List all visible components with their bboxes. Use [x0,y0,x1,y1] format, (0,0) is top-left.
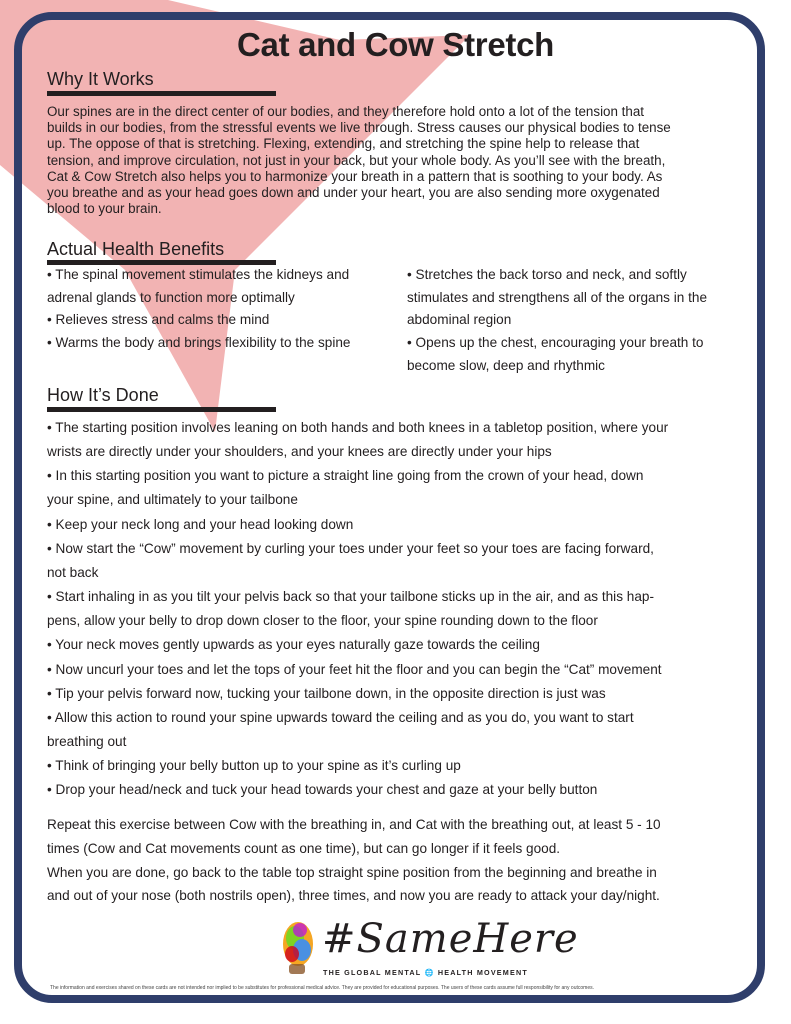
page-title: Cat and Cow Stretch [236,26,554,63]
list-item: pens, allow your belly to drop down closer to the floor, your spine rounding down to the floor [47,613,598,629]
heading-underline [47,407,276,412]
samehere-logo [278,914,579,980]
benefits-right-list [407,264,762,378]
section-heading-benefits: Actual Health Benefits [47,239,225,259]
list-item: • The spinal movement stimulates the kidneys and [47,267,350,282]
list-item: • Warms the body and brings flexibility to the spine [47,335,351,351]
list-item: • In this starting position you want to picture a straight line going from the crown of your head, down [47,468,644,484]
globe-icon: 🌐 [424,968,435,977]
list-item: • Drop your head/neck and tuck your head towards your chest and gaze at your belly button [47,782,598,798]
list-item: • Relieves stress and calms the mind [47,312,270,328]
list-item: your spine, and ultimately to your tailbone [47,492,298,508]
list-item: wrists are directly under your shoulders, and your knees are directly under your hips [47,444,552,460]
why-paragraph: Our spines are in the direct center of our bodies, and they therefore hold onto a lot of the tension that builds in our bodies, from the stressful events we live through. Stress causes our physical bodies to tense up. The oppose of that is stretching. Flexing, extending, and stretching the spine help to release that tension, and improve circulation, not just in your back, but your whole body. As you’ll see with the breath, Cat & Cow Stretch also helps you to harmonize your breath in a pattern that is soothing to your body. As you breathe and as your head goes down and under your heart, you are also sending more oxygenated blood to your brain. [47,104,671,217]
list-item: abdominal region [407,312,512,328]
disclaimer-footer: The information and exercises shared on these cards are not intended nor implied to be substitutes for professional medical advice. They are provided for educational purposes. The users of these cards assume full responsibility for any outcomes. [50,985,594,991]
heading-underline [47,91,276,96]
list-item: not back [47,564,99,580]
list-item: • Now start the “Cow” movement by curling your toes under your feet so your toes are facing forward, [47,540,654,556]
benefits-left-list [47,264,402,355]
list-item: • Think of bringing your belly button up to your spine as it’s curling up [47,758,461,774]
logo-wordmark: #SameHere [322,916,579,962]
list-item: • Tip your pelvis forward now, tucking your tailbone down, in the opposite direction is just was [47,685,606,701]
how-steps-list [47,416,762,803]
list-item: become slow, deep and rhythmic [407,357,605,373]
list-item: • Stretches the back torso and neck, and softly [407,267,687,282]
list-item: • Allow this action to round your spine upwards toward the ceiling and as you do, you want to start [47,709,634,725]
logo-tagline: THE GLOBAL MENTAL 🌐 HEALTH MOVEMENT [323,968,528,977]
list-item: stimulates and strengthens all of the organs in the [407,289,707,305]
closing-paragraph: Repeat this exercise between Cow with the breathing in, and Cat with the breathing out, at least 5 - 10 times (Cow and Cat movements count as one time), but can go longer if it feels good. When you are done, go back to the table top straight spine position from the beginning and breathe in and out of your nose (both nostrils open), three times, and now you are ready to attack your day/night. [47,817,661,904]
section-heading-why: Why It Works [47,69,154,89]
list-item: • Your neck moves gently upwards as your eyes naturally gaze towards the ceiling [47,637,540,653]
list-item: • The starting position involves leaning on both hands and both knees in a tabletop position, where your [47,420,669,435]
list-item: adrenal glands to function more optimally [47,289,295,305]
list-item: • Start inhaling in as you tilt your pelvis back so that your tailbone sticks up in the air, and as this hap- [47,589,654,605]
section-heading-how: How It’s Done [47,385,159,405]
list-item: • Keep your neck long and your head looking down [47,516,354,532]
list-item: • Opens up the chest, encouraging your breath to [407,335,704,351]
painted-head-logo-icon [278,914,318,976]
list-item: breathing out [47,734,127,750]
list-item: • Now uncurl your toes and let the tops of your feet hit the floor and you can begin the “Cat” movement [47,661,662,677]
